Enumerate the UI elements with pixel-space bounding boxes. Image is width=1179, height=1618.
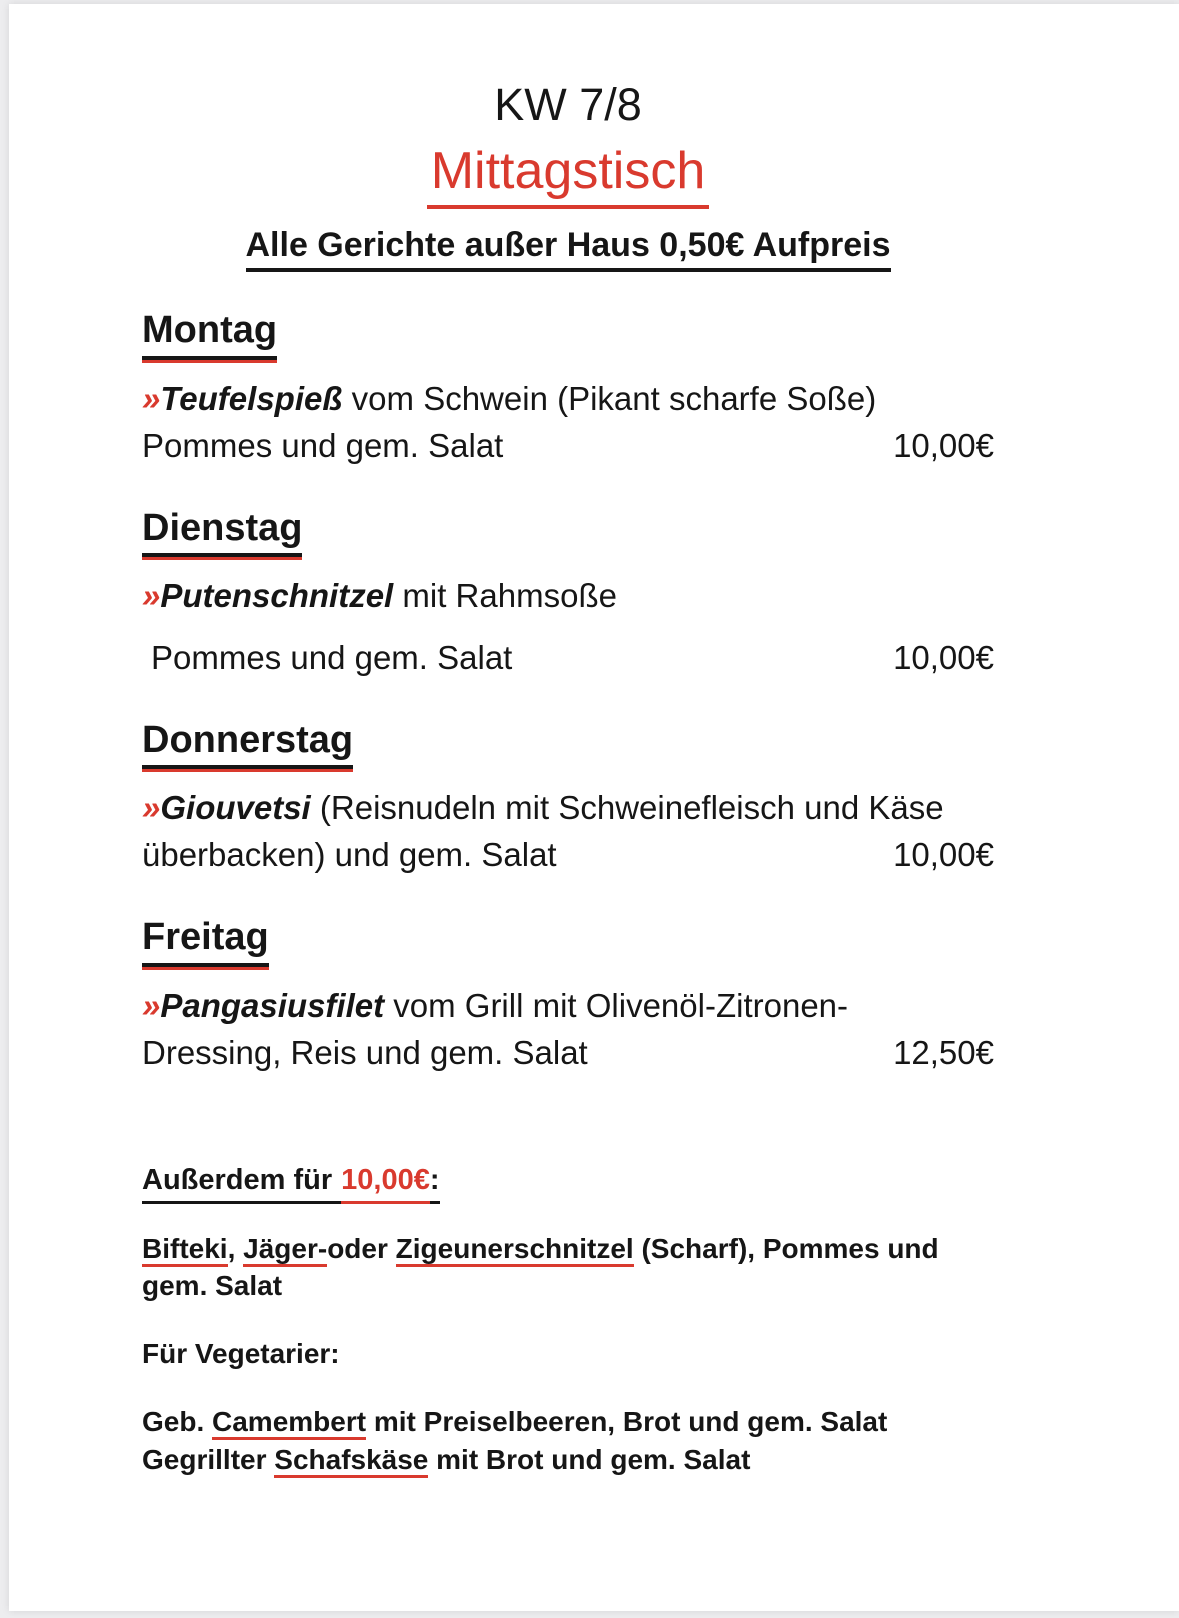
day-heading: Dienstag — [142, 506, 302, 558]
dish-name: Teufelspieß — [160, 379, 343, 417]
veg-dish-post: mit Brot und gem. Salat — [428, 1443, 751, 1475]
dish-sides-row — [142, 832, 994, 879]
day-section-montag — [142, 308, 994, 469]
extras-heading — [142, 1162, 994, 1203]
extras-dishes-line2: gem. Salat — [142, 1270, 283, 1302]
chevron-marker: » — [142, 986, 161, 1024]
dish-price: 10,00€ — [893, 426, 994, 464]
extras-dishes-line — [142, 1230, 994, 1268]
veg-dish-pre: Geb. — [142, 1406, 213, 1438]
dish-line — [142, 376, 994, 423]
dish-sides: Pommes und gem. Salat — [151, 638, 513, 676]
extras-dishes-tail: (Scharf), Pommes und — [633, 1232, 939, 1264]
day-heading-row — [142, 506, 994, 558]
extras-separator: oder — [327, 1232, 396, 1264]
dish-line — [142, 573, 994, 620]
dish-name: Pangasiusfilet — [160, 986, 385, 1024]
dish-name: Giouvetsi — [160, 789, 311, 827]
dish-line — [142, 983, 994, 1030]
day-section-donnerstag — [142, 718, 994, 879]
chevron-marker: » — [142, 789, 161, 827]
dish-sides: Dressing, Reis und gem. Salat — [142, 1033, 588, 1071]
veg-dish-pre: Gegrillter — [142, 1443, 275, 1475]
chevron-marker: » — [142, 379, 161, 417]
week-label: KW 7/8 — [494, 79, 642, 130]
vegetarian-dish-line — [142, 1441, 994, 1479]
extras-dish-jaeger: Jäger- — [243, 1233, 327, 1267]
day-heading: Donnerstag — [142, 718, 353, 770]
veg-dish-post: mit Preiselbeeren, Brot und gem. Salat — [366, 1406, 888, 1438]
dish-desc: (Reisnudeln mit Schweinefleisch und Käse — [310, 789, 944, 827]
day-heading: Montag — [142, 308, 277, 360]
veg-dish-schafskaese: Schafskäse — [274, 1444, 428, 1478]
dish-sides-row — [142, 1030, 994, 1077]
dish-name: Putenschnitzel — [160, 577, 394, 615]
dish-sides: Pommes und gem. Salat — [142, 426, 504, 464]
extras-dish-bifteki: Bifteki — [142, 1233, 228, 1267]
day-heading-row — [142, 915, 994, 967]
dish-price: 12,50€ — [893, 1033, 994, 1071]
dish-line — [142, 785, 994, 832]
day-heading: Freitag — [142, 915, 269, 967]
subtitle-row — [142, 225, 994, 272]
veg-dish-camembert: Camembert — [212, 1406, 366, 1440]
page-title: Mittagstisch — [427, 140, 710, 209]
dish-desc: vom Schwein (Pikant scharfe Soße) — [342, 379, 877, 417]
day-heading-row — [142, 718, 994, 770]
dish-price: 10,00€ — [893, 836, 994, 874]
extras-heading-price: 10,00€ — [341, 1162, 430, 1203]
extras-dish-zigeunerschnitzel: Zigeunerschnitzel — [396, 1233, 634, 1267]
day-heading-row — [142, 308, 994, 360]
extras-heading-colon: : — [430, 1162, 440, 1203]
extras-section — [142, 1162, 994, 1478]
dish-desc: mit Rahmsoße — [393, 577, 617, 615]
chevron-marker: » — [142, 577, 161, 615]
title-row — [142, 140, 994, 209]
dish-sides-row — [142, 635, 994, 682]
dish-sides: überbacken) und gem. Salat — [142, 836, 557, 874]
surcharge-note: Alle Gerichte außer Haus 0,50€ Aufpreis — [246, 225, 891, 272]
day-section-freitag — [142, 915, 994, 1076]
menu-page — [9, 4, 1179, 1611]
extras-separator: , — [227, 1232, 244, 1264]
extras-heading-lead: Außerdem für — [142, 1162, 341, 1203]
dish-price: 10,00€ — [893, 638, 994, 676]
dish-sides-row — [142, 423, 994, 470]
day-section-dienstag — [142, 506, 994, 682]
vegetarian-label: Für Vegetarier: — [142, 1338, 340, 1370]
vegetarian-dishes — [142, 1403, 994, 1479]
dish-desc: vom Grill mit Olivenöl-Zitronen- — [384, 986, 849, 1024]
vegetarian-dish-line — [142, 1403, 994, 1441]
